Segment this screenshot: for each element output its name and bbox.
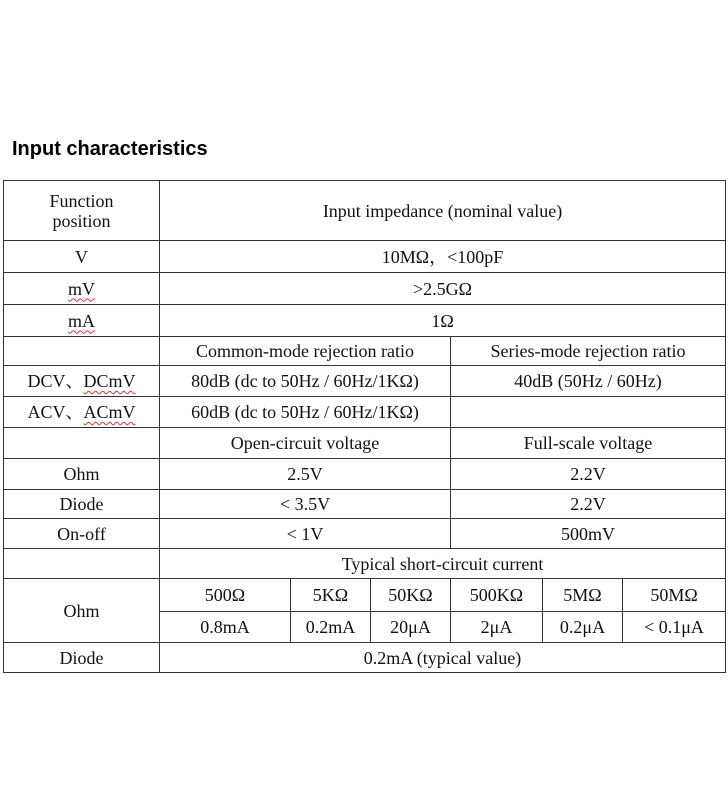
series-mode-header: Series-mode rejection ratio xyxy=(451,337,726,366)
table-row xyxy=(4,519,726,549)
impedance-value: 1Ω xyxy=(160,305,726,337)
open-circuit-header: Open-circuit voltage xyxy=(160,428,451,459)
table-row xyxy=(4,241,726,273)
table-row xyxy=(4,305,726,337)
range-cell: 50MΩ xyxy=(623,579,726,612)
table-row xyxy=(4,579,726,612)
table-row xyxy=(4,366,726,397)
open-circuit-value: 2.5V xyxy=(160,459,451,490)
func-label: mA xyxy=(68,310,95,331)
open-circuit-value: < 1V xyxy=(160,519,451,549)
table-row xyxy=(4,273,726,305)
empty-cell xyxy=(4,428,160,459)
full-scale-value: 2.2V xyxy=(451,490,726,519)
table-row xyxy=(4,337,726,366)
func-cell xyxy=(4,397,160,428)
current-cell: 20μA xyxy=(371,612,451,643)
current-cell: 0.2μA xyxy=(543,612,623,643)
table-row xyxy=(4,397,726,428)
page-title: Input characteristics xyxy=(12,138,208,160)
current-cell: < 0.1μA xyxy=(623,612,726,643)
full-scale-value: 2.2V xyxy=(451,459,726,490)
range-cell: 500KΩ xyxy=(451,579,543,612)
current-cell: 2μA xyxy=(451,612,543,643)
series-mode-value xyxy=(451,397,726,428)
range-cell: 50KΩ xyxy=(371,579,451,612)
diode-current-value: 0.2mA (typical value) xyxy=(160,643,726,673)
func-suffix: ACmV xyxy=(83,402,136,422)
func-suffix: DCmV xyxy=(83,371,136,391)
empty-cell xyxy=(4,549,160,579)
table-row xyxy=(4,490,726,519)
empty-cell xyxy=(4,337,160,366)
func-prefix: ACV、 xyxy=(27,402,84,422)
impedance-value: 10MΩ，<100pF xyxy=(160,241,726,273)
current-cell: 0.8mA xyxy=(160,612,291,643)
input-characteristics-table xyxy=(3,180,726,673)
func-cell xyxy=(4,366,160,397)
table-row xyxy=(4,549,726,579)
func-label: mV xyxy=(68,278,95,299)
short-circuit-header: Typical short-circuit current xyxy=(160,549,726,579)
common-mode-header: Common-mode rejection ratio xyxy=(160,337,451,366)
table-row xyxy=(4,428,726,459)
table-row xyxy=(4,459,726,490)
open-circuit-value: < 3.5V xyxy=(160,490,451,519)
func-cell xyxy=(4,273,160,305)
full-scale-header: Full-scale voltage xyxy=(451,428,726,459)
table-row xyxy=(4,181,726,241)
func-cell: Ohm xyxy=(4,459,160,490)
common-mode-value: 60dB (dc to 50Hz / 60Hz/1KΩ) xyxy=(160,397,451,428)
table-row xyxy=(4,643,726,673)
header-input-impedance: Input impedance (nominal value) xyxy=(160,181,726,241)
ohm-label: Ohm xyxy=(4,579,160,643)
func-cell xyxy=(4,305,160,337)
header-function-position: Function position xyxy=(4,181,160,241)
func-cell: Diode xyxy=(4,643,160,673)
full-scale-value: 500mV xyxy=(451,519,726,549)
func-prefix: DCV、 xyxy=(27,371,84,391)
current-cell: 0.2mA xyxy=(291,612,371,643)
range-cell: 5KΩ xyxy=(291,579,371,612)
series-mode-value: 40dB (50Hz / 60Hz) xyxy=(451,366,726,397)
impedance-value: >2.5GΩ xyxy=(160,273,726,305)
range-cell: 500Ω xyxy=(160,579,291,612)
func-cell: On-off xyxy=(4,519,160,549)
common-mode-value: 80dB (dc to 50Hz / 60Hz/1KΩ) xyxy=(160,366,451,397)
func-cell: V xyxy=(4,241,160,273)
range-cell: 5MΩ xyxy=(543,579,623,612)
func-cell: Diode xyxy=(4,490,160,519)
